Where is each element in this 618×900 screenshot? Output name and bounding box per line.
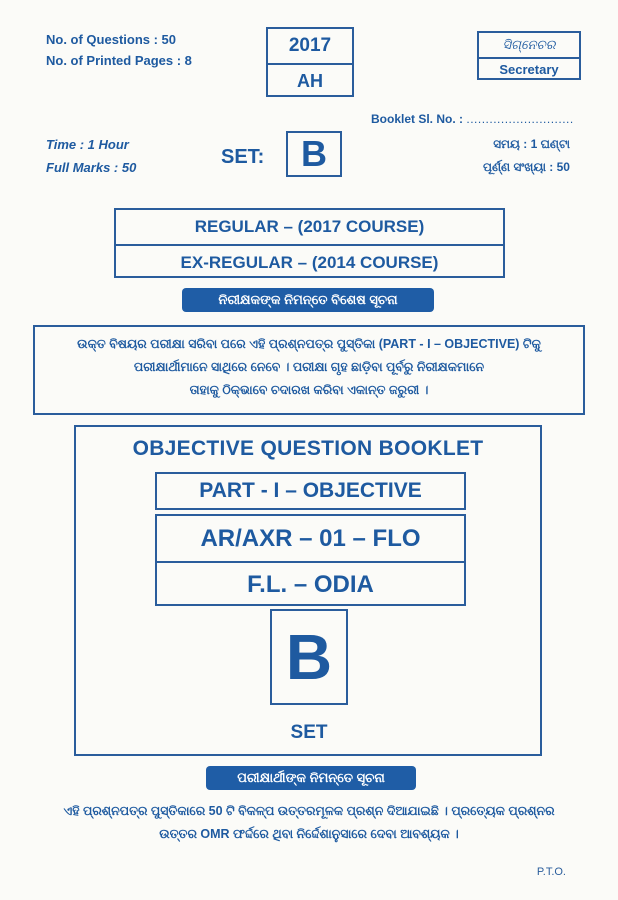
course-box xyxy=(114,208,505,278)
number-of-questions: No. of Questions : 50 xyxy=(46,32,177,47)
number-of-printed-pages: No. of Printed Pages : 8 xyxy=(46,53,192,68)
secretary-label: Secretary xyxy=(499,62,559,77)
set-label: SET: xyxy=(221,146,265,168)
exam-year: 2017 xyxy=(268,29,352,65)
booklet-title: OBJECTIVE QUESTION BOOKLET xyxy=(132,437,484,460)
invigilator-instructions-box xyxy=(33,325,585,415)
exam-code: AH xyxy=(297,70,323,91)
invigilator-instructions-heading: ନିରୀକ୍ଷକଙ୍କ ନିମନ୍ତେ ବିଶେଷ ସୂଚନା xyxy=(182,288,434,312)
candidate-instruction-line: ଏହି ପ୍ରଶ୍ନପତ୍ର ପୁସ୍ତିକାରେ 50 ଟି ବିକଳ୍ପ ଉତ୍ତରମୂଳକ ପ୍ରଶ୍ନ ଦିଆଯାଇଛି । ପ୍ରତ୍ୟେକ ପ୍ରଶ୍ନର xyxy=(63,804,555,818)
invigilator-instruction-line: ଉକ୍ତ ବିଷୟର ପରୀକ୍ଷା ସରିବା ପରେ ଏହି ପ୍ରଶ୍ନପତ୍ର ପୁସ୍ତିକା (PART - I – OBJECTIVE) ଟିକୁ xyxy=(77,337,541,351)
booklet-serial-blank: ............................ xyxy=(466,112,574,126)
secretary-box xyxy=(477,31,581,80)
paper-code-box xyxy=(155,514,466,606)
set-caption: SET xyxy=(290,722,328,743)
please-turn-over: P.T.O. xyxy=(536,866,566,878)
booklet-serial-number xyxy=(371,112,574,126)
paper-code: AR/AXR – 01 – FLO xyxy=(157,516,464,563)
set-value-box: B xyxy=(286,131,342,177)
subject-name: F.L. – ODIA xyxy=(247,570,374,598)
exam-time: Time : 1 Hour xyxy=(46,137,129,152)
candidate-instruction-line: ଉତ୍ତର OMR ଫର୍ଦ୍ଦରେ ଥିବା ନିର୍ଦ୍ଦେଶାନୁସାରେ ଦେବା ଆବଶ୍ୟକ । xyxy=(159,827,459,841)
booklet-part: PART - I – OBJECTIVE xyxy=(155,472,466,510)
regular-course: REGULAR – (2017 COURSE) xyxy=(116,210,503,246)
odia-exam-time: ସମୟ : 1 ଘଣ୍ଟା xyxy=(493,137,570,151)
big-set-letter: B xyxy=(270,609,348,705)
candidate-instructions xyxy=(40,800,578,846)
year-code-box xyxy=(266,27,354,97)
full-marks: Full Marks : 50 xyxy=(46,160,137,175)
booklet-serial-label: Booklet Sl. No. : xyxy=(371,112,464,126)
candidate-instructions-heading: ପରୀକ୍ଷାର୍ଥୀଙ୍କ ନିମନ୍ତେ ସୂଚନା xyxy=(206,766,416,790)
ex-regular-course: EX-REGULAR – (2014 COURSE) xyxy=(180,253,439,272)
invigilator-instruction-line: ପରୀକ୍ଷାର୍ଥୀମାନେ ସାଥିରେ ନେବେ । ପରୀକ୍ଷା ଗୃହ ଛାଡ଼ିବା ପୂର୍ବରୁ ନିରୀକ୍ଷକମାନେ xyxy=(133,360,485,374)
odia-full-marks: ପୂର୍ଣ୍ଣ ସଂଖ୍ୟା : 50 xyxy=(483,160,570,174)
invigilator-instruction-line: ତାହାକୁ ଠିକ୍‌ଭାବେ ଚଦାରଖ କରିବା ଏକାନ୍ତ ଜରୁରୀ । xyxy=(189,383,429,397)
secretary-signature: ସିଗ୍ନେଚର xyxy=(479,33,579,59)
